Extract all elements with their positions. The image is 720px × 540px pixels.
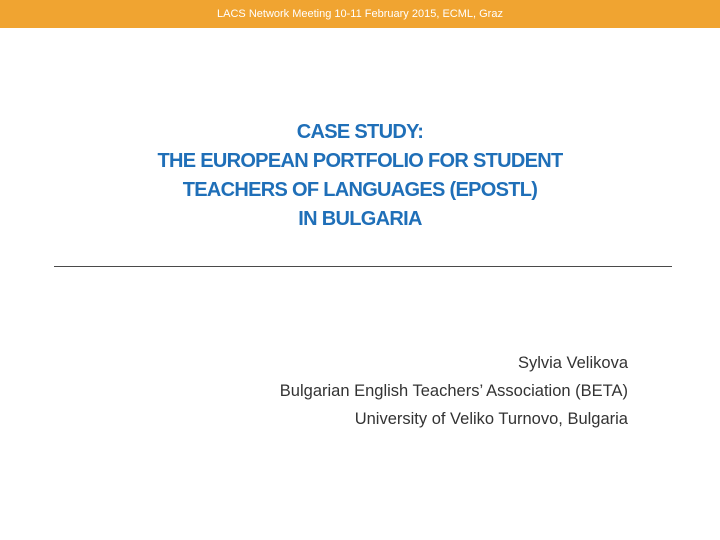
author-university: University of Veliko Turnovo, Bulgaria: [354, 410, 628, 428]
header-text: LACS Network Meeting 10-11 February 2015, ECML, Graz: [217, 8, 503, 20]
author-name: Sylvia Velikova: [517, 354, 628, 372]
title-line-1: CASE STUDY:: [296, 121, 424, 143]
title-line-4: IN BULGARIA: [298, 208, 422, 230]
author-info: [108, 349, 628, 433]
title-line-3: TEACHERS OF LANGUAGES (EPOSTL): [182, 179, 538, 201]
header-bar: [0, 0, 720, 28]
title-divider: [54, 266, 672, 267]
slide-title: [40, 118, 680, 234]
author-affiliation: Bulgarian English Teachers’ Association (BETA): [279, 382, 628, 400]
title-line-2: THE EUROPEAN PORTFOLIO FOR STUDENT: [157, 150, 563, 172]
